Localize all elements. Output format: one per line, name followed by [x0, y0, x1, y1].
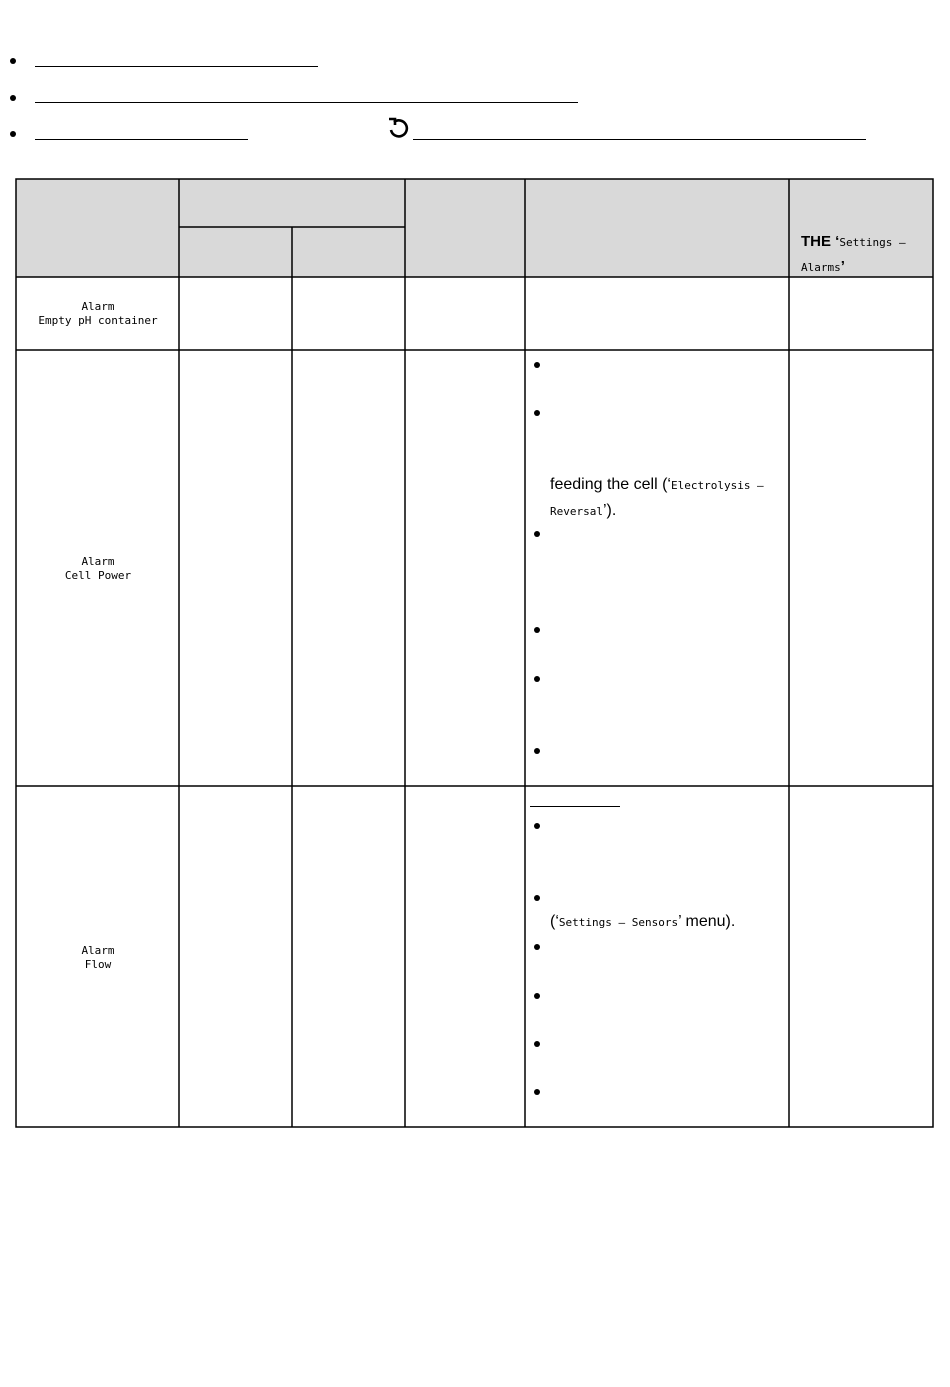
label-line: Alarm: [81, 944, 115, 957]
header-suffix: ’: [840, 258, 845, 275]
alarm-flow-label: [17, 944, 179, 972]
bullet-dot: [534, 531, 540, 537]
settings-alarms-menu-ref: Settings – Alarms: [801, 236, 906, 274]
label-line: Alarm: [81, 555, 115, 568]
bullet-dot: [534, 676, 540, 682]
desc-suffix: ’).: [602, 502, 617, 519]
blank-line: [413, 139, 866, 140]
bullet-dot: [534, 1041, 540, 1047]
desc-prefix: (‘: [550, 913, 559, 930]
settings-sensors-menu-ref: Settings – Sensors: [558, 916, 679, 929]
bullet-dot: [534, 823, 540, 829]
bullet-dot: [534, 993, 540, 999]
bullet-dot: [534, 627, 540, 633]
desc-prefix: feeding the cell (‘: [550, 476, 671, 493]
settings-alarms-header: [801, 230, 934, 280]
alarm-empty-ph-label: [17, 300, 179, 328]
bullet-dot: [10, 95, 16, 101]
flow-description: [550, 909, 786, 935]
cell-power-description: [550, 472, 786, 524]
header-prefix: THE ‘: [801, 233, 840, 250]
bullet-dot: [10, 58, 16, 64]
bullet-dot: [534, 362, 540, 368]
alarm-cell-power-label: [17, 555, 179, 583]
bullet-dot: [10, 131, 16, 137]
bullet-dot: [534, 1089, 540, 1095]
bullet-dot: [534, 748, 540, 754]
undo-icon: [386, 116, 412, 142]
blank-line: [35, 66, 318, 67]
label-line: Cell Power: [64, 569, 132, 582]
label-line: Alarm: [81, 300, 115, 313]
label-line: Flow: [84, 958, 112, 971]
bullet-dot: [534, 410, 540, 416]
electrolysis-reversal-menu-ref: Electrolysis – Reversal: [550, 479, 764, 518]
desc-suffix: ’ menu).: [678, 913, 736, 930]
bullet-dot: [534, 895, 540, 901]
alarms-table: [15, 178, 934, 1128]
blank-line: [35, 102, 578, 103]
blank-line: [35, 139, 248, 140]
bullet-dot: [534, 944, 540, 950]
label-line: Empty pH container: [38, 314, 158, 327]
blank-line: [530, 806, 620, 807]
